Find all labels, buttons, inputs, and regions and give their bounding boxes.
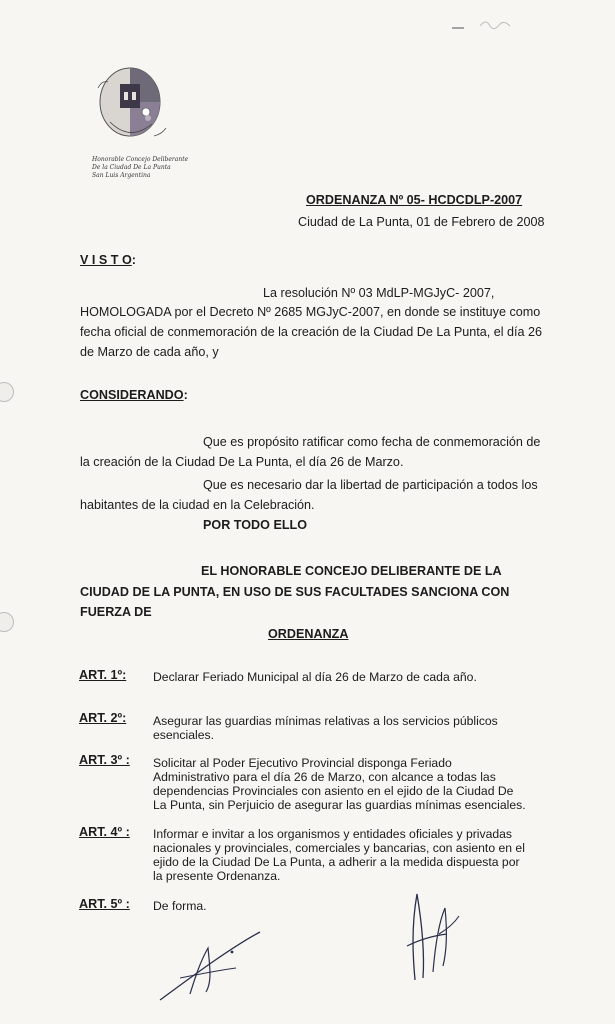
considerando-p1-line: Que es propósito ratificar como fecha de conmemoración de [203, 435, 541, 449]
considerando-p2-line: habitantes de la ciudad en la Celebración. [80, 498, 315, 512]
considerando-heading [80, 387, 188, 404]
article-label: ART. 2º: [79, 711, 127, 725]
municipal-crest-logo [90, 62, 170, 146]
visto-line: HOMOLOGADA por el Decreto Nº 2685 MGJyC-2007, en donde se instituye como [80, 305, 541, 319]
considerando-p2-line: Que es necesario dar la libertad de participación a todos los [203, 478, 538, 492]
visto-line: fecha oficial de conmemoración de la creación de la Ciudad De La Punta, el día 26 [80, 325, 543, 339]
article-line: nacionales y provinciales, comerciales y bancarias, con asiento en el [153, 841, 525, 855]
considerando-heading-colon: : [183, 388, 188, 402]
crest-caption-line: Honorable Concejo Deliberante [92, 156, 189, 163]
article-line: Solicitar al Poder Ejecutivo Provincial disponga Feriado [153, 756, 452, 770]
considerando-p1-line: la creación de la Ciudad De La Punta, el día 26 de Marzo. [80, 455, 404, 469]
article-text [153, 756, 526, 812]
visto-line: La resolución Nº 03 MdLP-MGJyC- 2007, [263, 286, 495, 300]
sanciona-line: FUERZA DE [80, 605, 152, 619]
article-line: Informar e invitar a los organismos y entidades oficiales y privadas [153, 827, 513, 841]
article-line: Administrativo para el día 26 de Marzo, con alcance a todas las [153, 770, 496, 784]
article-line: dependencias Provinciales con asiento en el ejido de la Ciudad De [153, 784, 514, 798]
article-text [153, 670, 477, 684]
por-todo-ello: POR TODO ELLO [203, 518, 308, 532]
sanciona-line: EL HONORABLE CONCEJO DELIBERANTE DE LA [201, 564, 502, 578]
pen-mark [450, 16, 520, 34]
article-label: ART. 5º : [79, 897, 130, 911]
visto-line: de Marzo de cada año, y [80, 345, 219, 359]
article-text [153, 714, 498, 742]
article-label: ART. 1º: [79, 668, 127, 682]
sanciona-line: CIUDAD DE LA PUNTA, EN USO DE SUS FACULTADES SANCIONA CON [80, 585, 510, 599]
considerando-heading-text: CONSIDERANDO [80, 388, 184, 402]
signature-left [150, 908, 280, 1008]
article-label: ART. 4º : [79, 825, 130, 839]
article-text [153, 827, 525, 883]
article-line: Declarar Feriado Municipal al día 26 de Marzo de cada año. [153, 670, 477, 684]
visto-heading-text: V I S T O [80, 253, 132, 267]
place-date: Ciudad de La Punta, 01 de Febrero de 2008 [298, 215, 545, 229]
article-line: ejido de la Ciudad De La Punta, a adherir a la medida dispuesta por [153, 855, 520, 869]
ordenanza-heading: ORDENANZA [268, 627, 349, 641]
article-line: la presente Ordenanza. [153, 869, 281, 883]
article-line: esenciales. [153, 728, 214, 742]
crest-caption-line: De la Ciudad De La Punta [92, 164, 171, 171]
crest-caption-line: San Luis Argentina [92, 172, 151, 179]
article-line: Asegurar las guardias mínimas relativas a los servicios públicos [153, 714, 498, 728]
article-label: ART. 3º : [79, 753, 130, 767]
signature-right [395, 888, 465, 988]
document-title: ORDENANZA Nº 05- HCDCDLP-2007 [306, 193, 523, 207]
visto-heading [80, 252, 136, 269]
article-line: De forma. [153, 899, 207, 913]
visto-heading-colon: : [131, 253, 136, 267]
punch-hole [0, 382, 14, 402]
punch-hole [0, 612, 14, 632]
crest-caption [92, 156, 202, 180]
article-line: La Punta, sin Perjuicio de asegurar las guardias mínimas esenciales. [153, 798, 526, 812]
